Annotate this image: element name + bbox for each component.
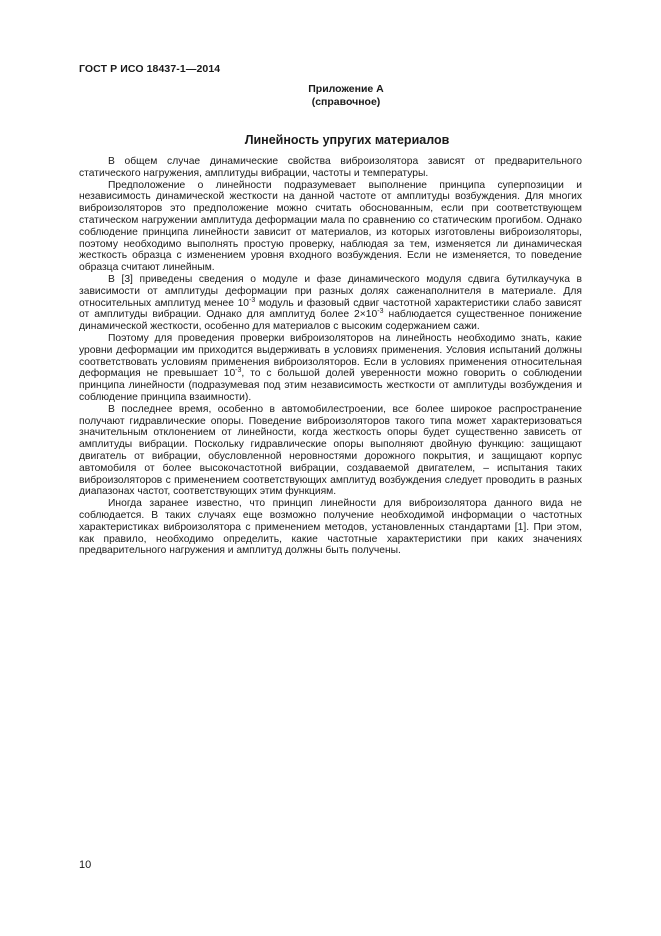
- text-run: Поэтому для проведения проверки виброизоляторов на линейность необходимо знать, какие уровни деформации им приходится выдерживать в условиях применения. Условия испытаний должны соответствовать условиям применения виброизоляторов. Если в условиях применения относительная деформация не превышает 10: [79, 332, 582, 380]
- document-header: ГОСТ Р ИСО 18437-1—2014: [79, 63, 221, 75]
- text-run: модуль и фазовый сдвиг частотной характеристики слабо зависят от амплитуды вибрации. Однако для амплитуд более 2: [79, 297, 582, 321]
- paragraph: В общем случае динамические свойства виброизолятора зависят от предварительного статического нагружения, амплитуды вибрации, частоты и температуры.: [79, 156, 582, 179]
- paragraph: Предположение о линейности подразумевает выполнение принципа суперпозиции и независимость динамической жесткости на данной частоте от амплитуды возбуждения. Для многих виброизоляторов это предположение можно считать обоснованным, если при соответствующем статическом нагружении амплитуда деформации мала по сравнению со статическим прогибом. Однако соблюдение принципа линейности зависит от материалов, из которых изготовлены виброизоляторы, поэтому необходимо выполнять простую проверку, наблюдая за тем, изменяется ли динамическая жесткость образца с изменением уровня входного возбуждения. Если не изменяется, то поведение образца считают линейным.: [79, 179, 582, 274]
- body-text: [79, 156, 582, 557]
- exponent: -3: [235, 367, 242, 375]
- annex-subtitle: (справочное): [311, 96, 381, 108]
- text-run: , то с большой долей уверенности можно говорить о соблюдении принципа линейности (подразумевая под этим независимость жесткости от амплитуды возбуждения и соблюдение принципа взаимности).: [79, 368, 582, 403]
- multiply-sign: ×: [359, 309, 366, 321]
- paragraph: [79, 274, 582, 333]
- text-run: 10: [365, 309, 378, 321]
- page-number: 10: [79, 859, 92, 871]
- section-title: Линейность упругих материалов: [244, 133, 450, 147]
- text-run: наблюдается существенное понижение динамической жесткости, особенно для материалов с высоким содержанием сажи.: [79, 309, 582, 333]
- exponent: -3: [249, 296, 256, 304]
- annex-heading: [248, 83, 444, 109]
- exponent: -3: [377, 308, 384, 316]
- paragraph: В последнее время, особенно в автомобилестроении, все более широкое распространение получают гидравлические опоры. Поведение виброизоляторов такого типа может характеризоваться значительным отклонением от линейности, когда жесткость опоры будет существенно зависеть от амплитуды вибрации. Поскольку гидравлические опоры выполняют двойную функцию: защищают двигатель от вибрации, обусловленной неровностями дорожного покрытия, и защищают корпус автомобиля от более высокочастотной вибрации, создаваемой двигателем, – испытания таких виброизоляторов с применением соответствующих амплитуд возбуждения следует проводить в разных диапазонах частот, соответствующих этим функциям.: [79, 403, 582, 498]
- text-run: В [3] приведены сведения о модуле и фазе динамического модуля сдвига бутилкаучука в зависимости от амплитуды деформации при разных долях саженаполнителя в материале. Для относительных амплитуд менее 10: [79, 273, 582, 309]
- annex-title: Приложение А: [308, 83, 384, 95]
- paragraph: Иногда заранее известно, что принцип линейности для виброизолятора данного вида не соблюдается. В таких случаях еще возможно получение необходимой информации о частотных характеристиках виброизолятора с применением методов, установленных стандартами [1]. При этом, как правило, необходимо определить, какие частотные характеристики при каких значениях предварительного нагружения и амплитуд должны быть получены.: [79, 498, 582, 557]
- paragraph: [79, 333, 582, 404]
